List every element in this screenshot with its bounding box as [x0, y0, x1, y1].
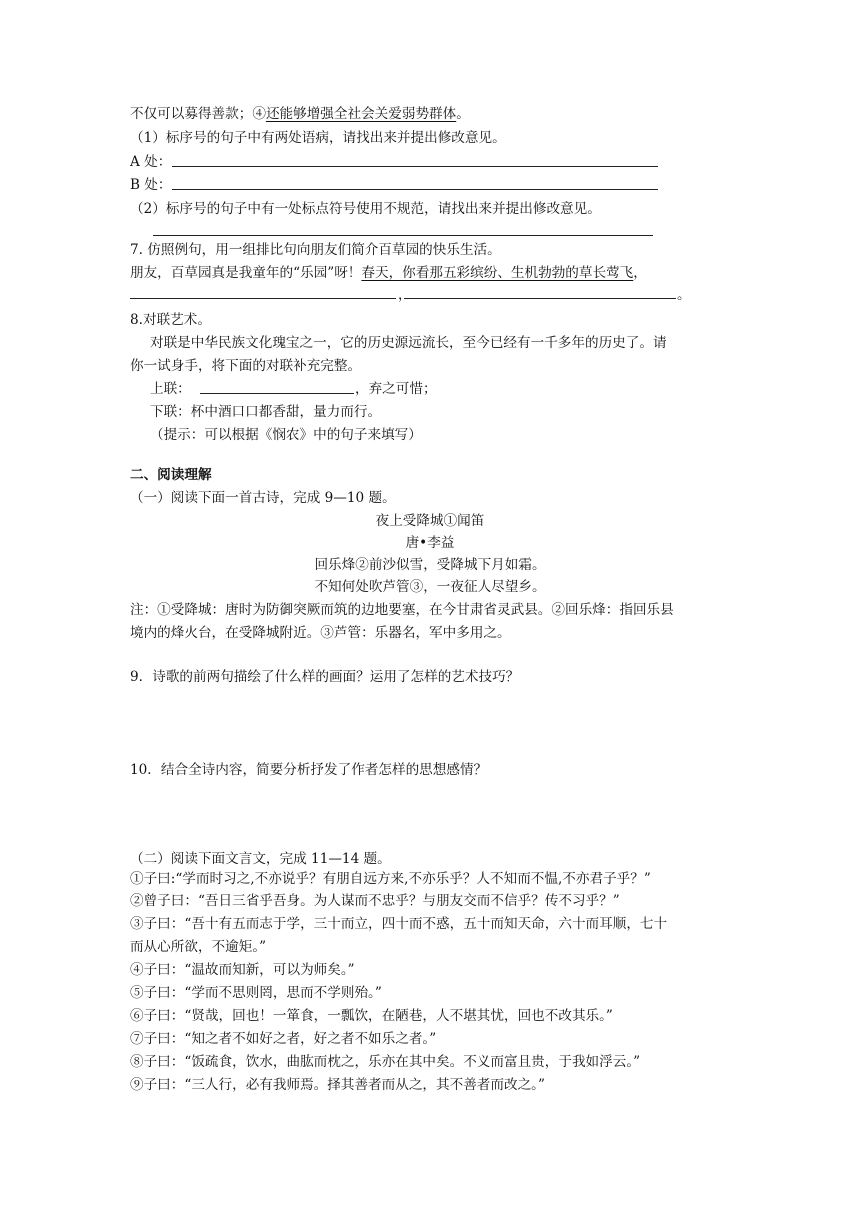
q6-sub2-answer-line[interactable]	[153, 235, 653, 236]
analects-line-6: ⑥子曰：“贤哉，回也！一箪食，一瓢饮，在陋巷，人不堪其忧，回也不改其乐。”	[130, 1008, 613, 1024]
q8-hint: （提示：可以根据《悯农》中的句子来填写）	[150, 427, 422, 443]
analects-line-3: ③子曰：“吾十有五而志于学，三十而立，四十而不惑，五十而知天命，六十而耳顺，七十	[130, 916, 668, 932]
q8-upper-end: ，弃之可惜；	[355, 381, 437, 397]
question-10: 10．结合全诗内容，简要分析抒发了作者怎样的思想感情？	[130, 762, 488, 778]
analects-line-8: ⑧子曰：“饭疏食，饮水，曲肱而枕之，乐亦在其中矣。不义而富且贵，于我如浮云。”	[130, 1054, 641, 1070]
q8-intro-2: 你一试身手，将下面的对联补充完整。	[130, 358, 362, 374]
q7-example-pre: 朋友，百草园真是我童年的“乐园”呀！	[130, 265, 362, 281]
analects-line-5: ⑤子曰：“学而不思则罔，思而不学则殆。”	[130, 985, 382, 1001]
q6-tail-underlined: 还能够增强全社会关爱弱势群体	[265, 106, 457, 122]
section-2-title: 二、阅读理解	[130, 467, 212, 483]
q6-sub1: （1）标序号的句子中有两处语病，请找出来并提出修改意见。	[130, 130, 506, 146]
q8-intro-1: 对联是中华民族文化瑰宝之一，它的历史源远流长，至今已经有一千多年的历史了。请	[150, 335, 667, 351]
analects-line-1: ①子曰:“学而时习之,不亦说乎？有朋自远方来,不亦乐乎？人不知而不愠,不亦君子乎？”	[130, 871, 651, 887]
analects-line-3-cont: 而从心所欲，不逾矩。”	[130, 939, 267, 955]
q7-blank-end: 。	[677, 287, 691, 303]
q7-answer-line-1[interactable]	[130, 298, 396, 299]
poem-note-2: 境内的烽火台，在受降城附近。③芦管：乐器名，军中多用之。	[130, 625, 511, 641]
poem-line-2: 不知何处吹芦管③，一夜征人尽望乡。	[314, 579, 546, 595]
q6-tail-pre: 不仅可以募得善款；④	[130, 106, 266, 122]
q7-answer-line-2[interactable]	[404, 298, 676, 299]
poem-title: 夜上受降城①闻笛	[375, 513, 485, 529]
q7-example-line	[130, 263, 647, 283]
analects-line-9: ⑨子曰：“三人行，必有我师焉。择其善者而从之，其不善者而改之。”	[130, 1077, 545, 1093]
q7-example-post: ，	[633, 265, 647, 281]
q8-upper-label: 上联：	[150, 381, 191, 397]
q6-sub2: （2）标序号的句子中有一处标点符号使用不规范，请找出来并提出修改意见。	[130, 201, 601, 217]
q6-b-answer-line[interactable]	[172, 189, 658, 190]
q7-title: 7. 仿照例句，用一组排比句向朋友们简介百草园的快乐生活。	[130, 242, 501, 258]
analects-line-7: ⑦子曰：“知之者不如好之者，好之者不如乐之者。”	[130, 1031, 437, 1047]
q7-blank-sep: ，	[398, 287, 412, 303]
poem-author: 唐•李益	[405, 535, 455, 551]
q6-a-label: A 处：	[130, 154, 172, 170]
part-1-intro: （一）阅读下面一首古诗，完成 9—10 题。	[130, 490, 396, 506]
q6-a-answer-line[interactable]	[172, 166, 658, 167]
part-2-intro: （二）阅读下面文言文，完成 11—14 题。	[130, 851, 391, 867]
q8-title: 8.对联艺术。	[130, 312, 211, 328]
q6-tail-post: 。	[456, 106, 470, 122]
question-9: 9．诗歌的前两句描绘了什么样的画面？运用了怎样的艺术技巧？	[130, 669, 520, 685]
analects-line-2: ②曾子曰：“吾日三省乎吾身。为人谋而不忠乎？与朋友交而不信乎？传不习乎？”	[130, 893, 620, 909]
q7-example-underlined: 春天，你看那五彩缤纷、生机勃勃的草长莺飞	[361, 265, 634, 281]
q6-tail-line	[130, 104, 470, 124]
poem-note-1: 注：①受降城：唐时为防御突厥而筑的边地要塞，在今甘肃省灵武县。②回乐烽：指回乐县	[130, 602, 674, 618]
poem-line-1: 回乐烽②前沙似雪，受降城下月如霜。	[314, 557, 546, 573]
q8-upper-answer-line[interactable]	[200, 393, 354, 394]
analects-line-4: ④子曰：“温故而知新，可以为师矣。”	[130, 962, 355, 978]
q6-b-label: B 处：	[130, 177, 172, 193]
q8-lower: 下联：杯中酒口口都香甜，量力而行。	[150, 404, 382, 420]
